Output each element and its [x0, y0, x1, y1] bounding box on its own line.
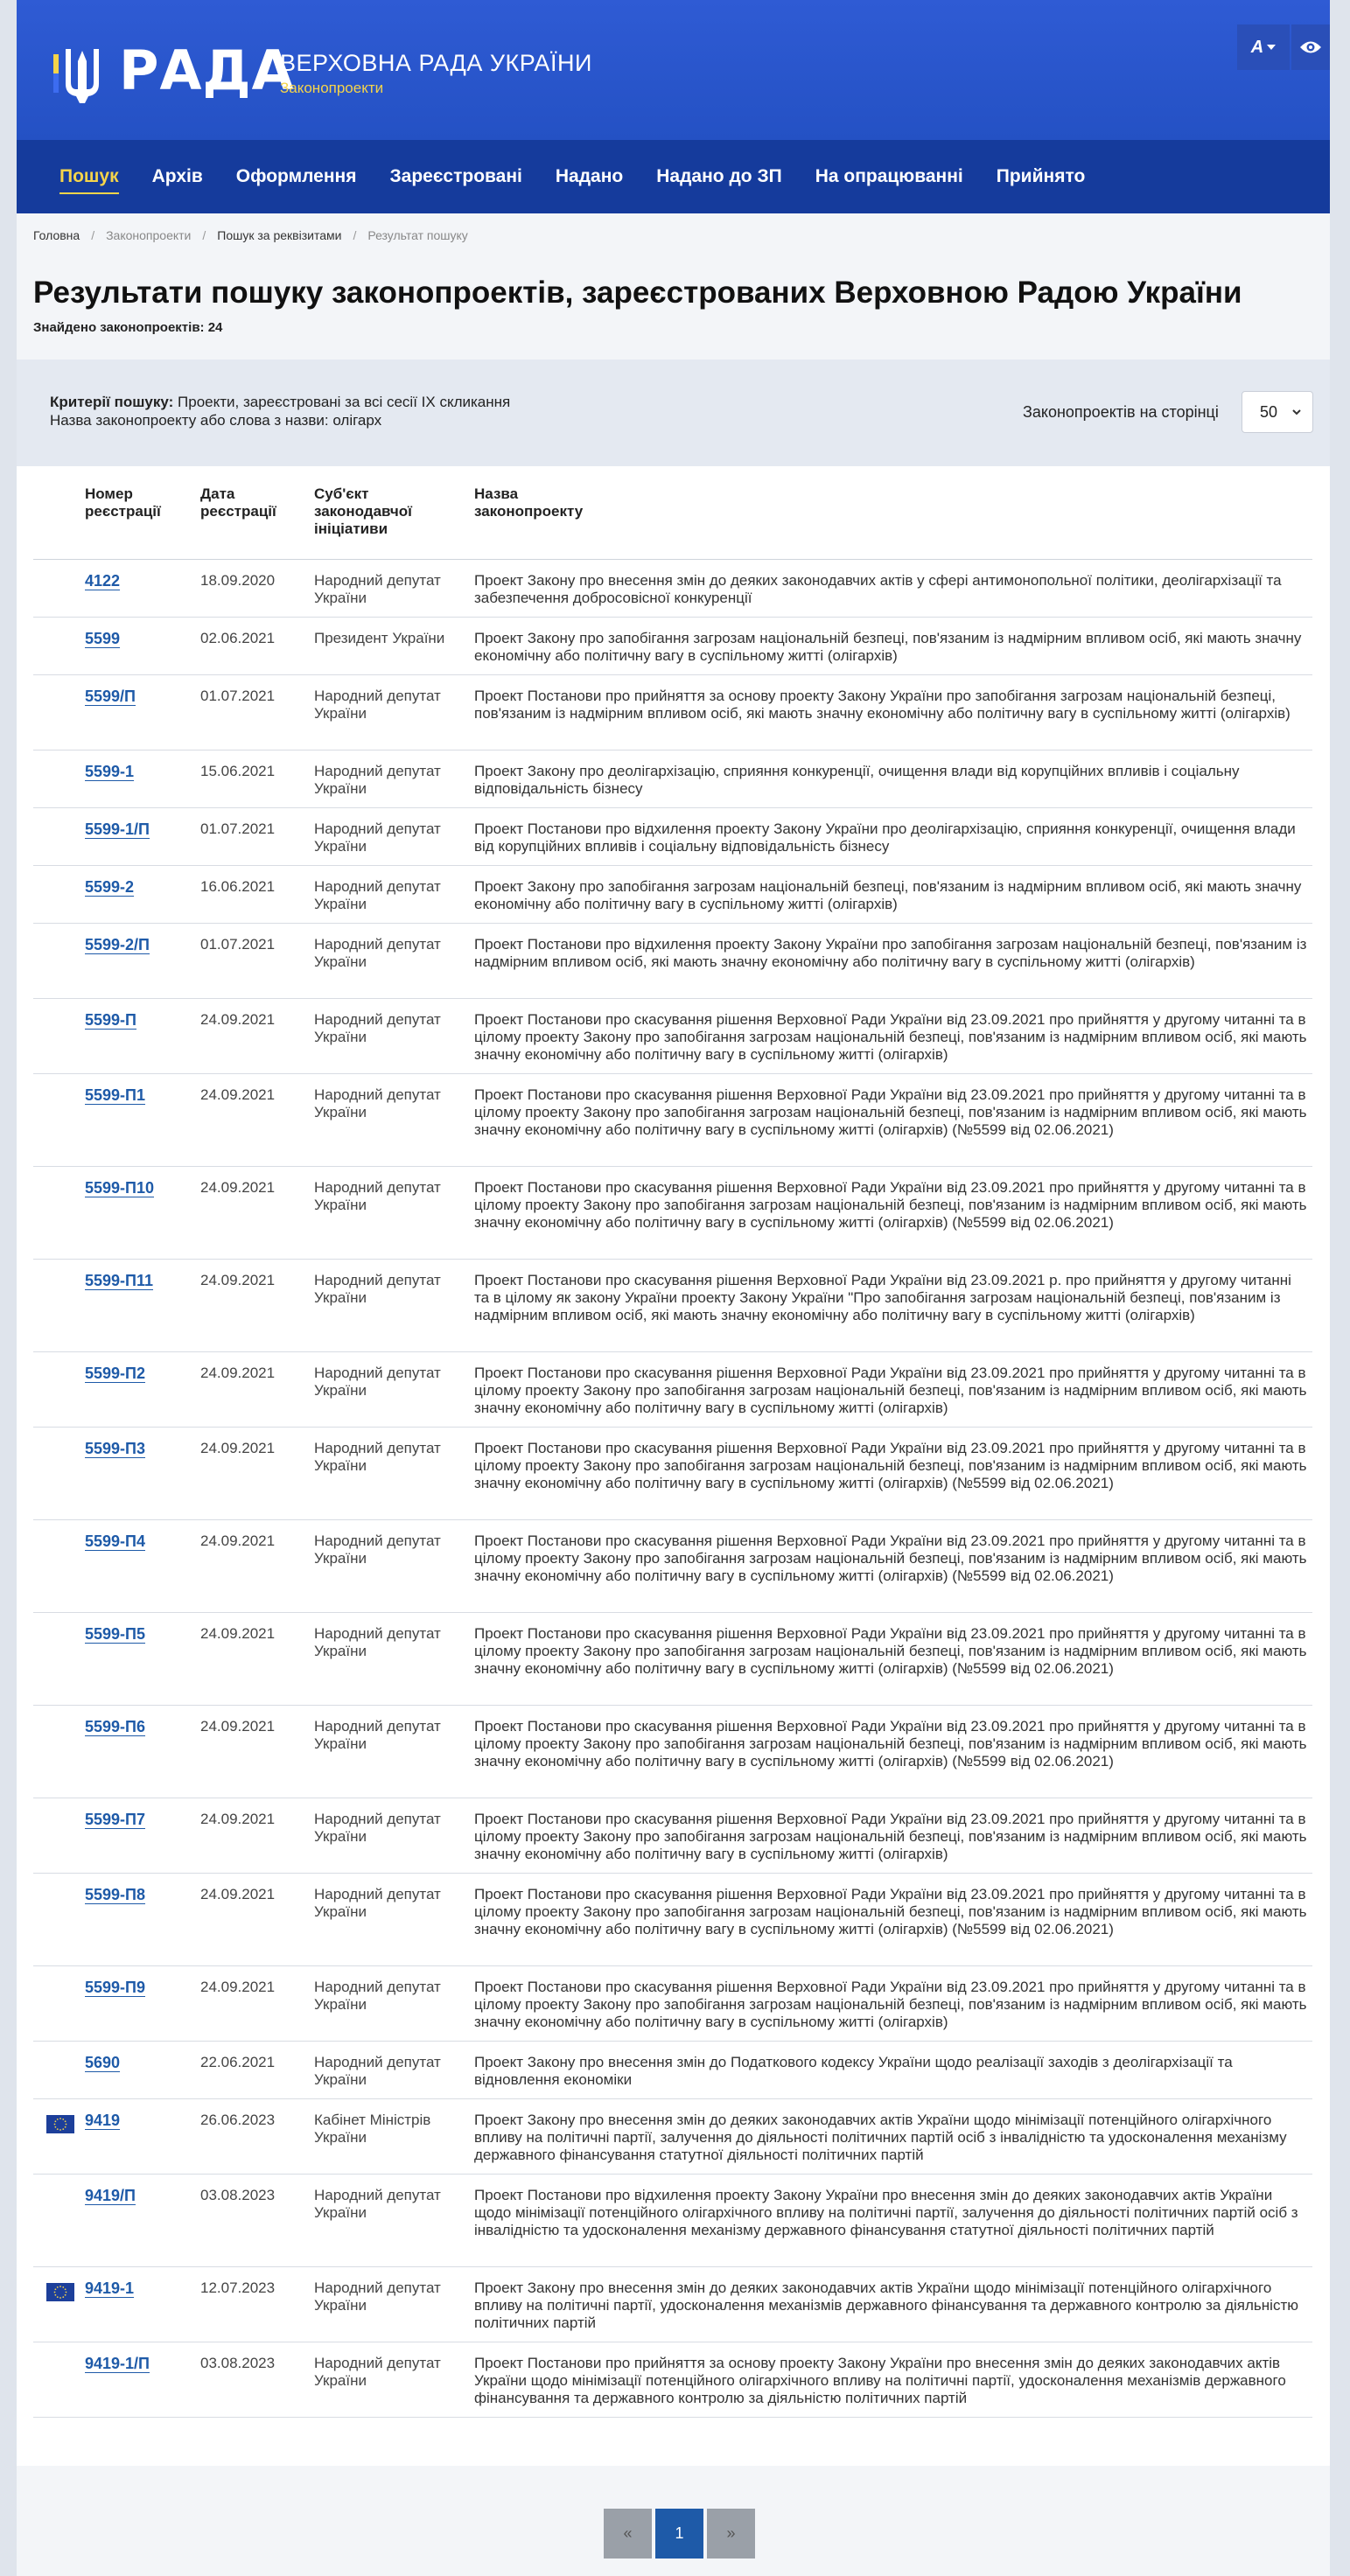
trident-icon [53, 45, 111, 108]
bill-date: 16.06.2021 [200, 878, 276, 895]
bill-initiator: Народний депутат України [314, 2355, 441, 2389]
bill-initiator: Народний депутат України [314, 2279, 441, 2314]
bill-initiator: Народний депутат України [314, 936, 441, 970]
pagination-next[interactable]: » [707, 2509, 755, 2559]
criteria-label: Критерії пошуку: [50, 394, 174, 410]
table-row [33, 1167, 1312, 1260]
breadcrumb-search[interactable]: Пошук за реквізитами [217, 228, 342, 242]
bill-date: 01.07.2021 [200, 820, 276, 837]
table-row [33, 618, 1312, 675]
bill-initiator: Народний депутат України [314, 1365, 441, 1399]
pagination-prev[interactable]: « [604, 2509, 652, 2559]
bill-initiator: Народний депутат України [314, 1886, 441, 1920]
bill-number-link[interactable]: 5599-П4 [85, 1532, 145, 1550]
bill-initiator: Народний депутат України [314, 1011, 441, 1045]
bill-title: Проект Закону про запобігання загрозам національній безпеці, пов'язаним із надмірним впливом осіб, які мають значну економічну або політичну вагу в суспільному житті (олігархів) [474, 878, 1302, 912]
bill-title: Проект Постанови про скасування рішення Верховної Ради України від 23.09.2021 про прийняття у другому читанні та в цілому проекту Закону про запобігання загрозам національній безпеці, пов'язаним із надмірним впливом осіб, які мають значну економічну або політичну вагу в суспільному житті (олігархів) [474, 1011, 1307, 1063]
chevron-down-icon [1291, 406, 1302, 418]
org-name: ВЕРХОВНА РАДА УКРАЇНИ [280, 50, 592, 76]
pagination [604, 2509, 759, 2559]
table-row [33, 1798, 1312, 1874]
per-page-value: 50 [1260, 402, 1278, 421]
bill-number-link[interactable]: 5599-П1 [85, 1086, 145, 1104]
table-row [33, 675, 1312, 750]
table-row [33, 1428, 1312, 1520]
bill-date: 24.09.2021 [200, 1179, 276, 1196]
bill-date: 24.09.2021 [200, 1365, 276, 1381]
bill-number-link[interactable]: 5599-П [85, 1011, 136, 1029]
table-row [33, 2175, 1312, 2267]
bill-date: 24.09.2021 [200, 1086, 276, 1103]
col-header-number [85, 485, 161, 520]
eu-flag-icon [46, 2283, 74, 2301]
pagination-page-1[interactable]: 1 [655, 2509, 703, 2559]
bill-initiator: Народний депутат України [314, 1979, 441, 2013]
bill-date: 24.09.2021 [200, 1440, 276, 1456]
section-name: Законопроекти [280, 80, 384, 96]
bill-initiator: Президент України [314, 630, 445, 646]
table-row [33, 1966, 1312, 2042]
bill-number-link[interactable]: 5599-2 [85, 878, 135, 896]
bill-date: 12.07.2023 [200, 2279, 276, 2296]
table-row [33, 1613, 1312, 1706]
bill-initiator: Народний депутат України [314, 1179, 441, 1213]
bill-initiator: Народний депутат України [314, 572, 441, 606]
bill-initiator: Народний депутат України [314, 1272, 441, 1306]
bill-date: 24.09.2021 [200, 1625, 276, 1642]
page [17, 0, 1330, 2576]
bill-title: Проект Закону про внесення змін до деяких законодавчих актів України щодо мінімізації потенційного олігархічного впливу на політичні партії, залучення до діяльності політичних партій осіб з інвалідністю та удосконалення механізму державного фінансування статутної діяльності політичних партій [474, 2112, 1287, 2163]
table-row [33, 808, 1312, 866]
table-row [33, 1706, 1312, 1798]
bill-number-link[interactable]: 5599-П11 [85, 1272, 154, 1289]
bill-date: 22.06.2021 [200, 2054, 276, 2070]
table-row [33, 999, 1312, 1074]
bill-initiator: Народний депутат України [314, 1086, 441, 1120]
bill-date: 24.09.2021 [200, 1718, 276, 1735]
table-row [33, 866, 1312, 924]
bill-number-link[interactable]: 5599-П2 [85, 1365, 145, 1382]
bill-initiator: Народний депутат України [314, 688, 441, 722]
breadcrumb-separator: / [91, 228, 95, 242]
table-row [33, 750, 1312, 808]
criteria-value: Проекти, зареєстровані за всі сесії IX скликання [178, 394, 511, 410]
bill-number-link[interactable]: 5690 [85, 2054, 121, 2071]
bill-date: 18.09.2020 [200, 572, 276, 589]
bill-number-link[interactable]: 5599-П6 [85, 1718, 145, 1735]
bill-number-link[interactable]: 5599-П7 [85, 1811, 145, 1828]
bill-number-link[interactable]: 5599-П5 [85, 1625, 145, 1643]
search-criteria-panel [17, 360, 1330, 466]
bill-title: Проект Постанови про скасування рішення Верховної Ради України від 23.09.2021 про прийняття у другому читанні та в цілому проекту Закону про запобігання загрозам національній безпеці, пов'язаним із надмірним впливом осіб, які мають значну економічну або політичну вагу в суспільному житті (олігархів) (№5599 від 02.06.2021) [474, 1179, 1307, 1231]
col-header-date [200, 485, 276, 520]
bill-initiator: Народний депутат України [314, 1811, 441, 1845]
bill-title: Проект Закону про внесення змін до деяких законодавчих актів України щодо мінімізації потенційного олігархічного впливу на політичні партії, удосконалення механізмів державного фінансування та державного контролю за діяльністю політичних партій [474, 2279, 1298, 2331]
bill-initiator: Народний депутат України [314, 820, 441, 855]
bill-date: 24.09.2021 [200, 1272, 276, 1288]
col-header-date-line1: Дата [200, 485, 235, 502]
bill-initiator: Народний депутат України [314, 1440, 441, 1474]
accessibility-button[interactable] [1291, 24, 1330, 70]
col-header-title [474, 485, 583, 520]
bill-date: 24.09.2021 [200, 1811, 276, 1827]
bill-title: Проект Постанови про відхилення проекту Закону України про внесення змін до деяких законодавчих актів України щодо мінімізації потенційного олігархічного впливу на політичні партії, залучення до діяльності політичних партій осіб з інвалідністю та удосконалення механізму державного фінансування статутної діяльності політичних партій [474, 2187, 1298, 2238]
col-header-subject-line1: Суб'єкт [314, 485, 369, 502]
table-row [33, 1874, 1312, 1966]
bill-date: 02.06.2021 [200, 630, 276, 646]
search-criteria [50, 393, 510, 429]
bill-number-link[interactable]: 9419-1/П [85, 2355, 150, 2372]
nav-item-search[interactable]: Пошук [43, 140, 136, 213]
eu-flag-icon [46, 2115, 74, 2133]
bill-initiator: Народний депутат України [314, 1625, 441, 1659]
bill-initiator: Народний депутат України [314, 1532, 441, 1567]
bill-title: Проект Постанови про скасування рішення Верховної Ради України від 23.09.2021 про прийняття у другому читанні та в цілому проекту Закону про запобігання загрозам національній безпеці, пов'язаним із надмірним впливом осіб, які мають значну економічну або політичну вагу в суспільному житті (олігархів) (№5599 від 02.06.2021) [474, 1886, 1307, 1937]
bill-title: Проект Постанови про скасування рішення Верховної Ради України від 23.09.2021 про прийняття у другому читанні та в цілому проекту Закону про запобігання загрозам національній безпеці, пов'язаним із надмірним впливом осіб, які мають значну економічну або політичну вагу в суспільному житті (олігархів) [474, 1979, 1307, 2030]
bill-title: Проект Закону про внесення змін до Податкового кодексу України щодо реалізації заходів з деолігархізації та відновлення економіки [474, 2054, 1233, 2088]
bill-date: 01.07.2021 [200, 936, 276, 953]
bill-number-link[interactable]: 9419/П [85, 2187, 136, 2204]
bill-initiator: Народний депутат України [314, 2187, 441, 2221]
bill-title: Проект Постанови про прийняття за основу проекту Закону України про запобігання загрозам національній безпеці, пов'язаним із надмірним впливом осіб, які мають значну економічну або політичну вагу в суспільному житті (олігархів) [474, 688, 1291, 722]
bill-number-link[interactable]: 5599-1/П [85, 820, 150, 838]
bill-number-link[interactable]: 5599 [85, 630, 121, 647]
breadcrumb-home[interactable]: Головна [33, 228, 80, 242]
bill-date: 24.09.2021 [200, 1532, 276, 1549]
site-header [17, 0, 1330, 140]
breadcrumb [33, 226, 468, 245]
bill-date: 24.09.2021 [200, 1979, 276, 1995]
criteria-keyword: Назва законопроекту або слова з назви: олігарх [50, 412, 382, 429]
bill-initiator: Народний депутат України [314, 878, 441, 912]
bill-title: Проект Постанови про скасування рішення Верховної Ради України від 23.09.2021 р. про прийняття у другому читанні та в цілому як закону України проекту Закону України "Про запобігання загрозам національній безпеці, пов'язаним із надмірним впливом осіб, які мають значну економічну або політичну вагу в суспільному житті (олігархів) [474, 1272, 1291, 1323]
bill-number-link[interactable]: 5599-1 [85, 763, 135, 780]
bill-number-link[interactable]: 5599-П9 [85, 1979, 145, 1996]
eye-icon [1299, 39, 1322, 55]
bill-date: 24.09.2021 [200, 1011, 276, 1028]
bill-number-link[interactable]: 9419-1 [85, 2279, 135, 2297]
table-row [33, 2099, 1312, 2175]
col-header-number-line1: Номер [85, 485, 133, 502]
logo-wordmark[interactable]: РАДА [119, 38, 295, 102]
bill-date: 03.08.2023 [200, 2187, 276, 2203]
results-table [17, 466, 1330, 2466]
col-header-number-line2: реєстрації [85, 503, 161, 520]
bill-number-link[interactable]: 5599-П10 [85, 1179, 154, 1197]
table-row [33, 1520, 1312, 1613]
bill-title: Проект Постанови про скасування рішення Верховної Ради України від 23.09.2021 про прийняття у другому читанні та в цілому проекту Закону про запобігання загрозам національній безпеці, пов'язаним із надмірним впливом осіб, які мають значну економічну або політичну вагу в суспільному житті (олігархів) [474, 1811, 1307, 1862]
bill-title: Проект Постанови про скасування рішення Верховної Ради України від 23.09.2021 про прийняття у другому читанні та в цілому проекту Закону про запобігання загрозам національній безпеці, пов'язаним із надмірним впливом осіб, які мають значну економічну або політичну вагу в суспільному житті (олігархів) [474, 1365, 1307, 1416]
bill-number-link[interactable]: 5599-2/П [85, 936, 150, 953]
per-page-label: Законопроектів на сторінці [1023, 403, 1219, 421]
bill-title: Проект Постанови про скасування рішення Верховної Ради України від 23.09.2021 про прийняття у другому читанні та в цілому проекту Закону про запобігання загрозам національній безпеці, пов'язаним із надмірним впливом осіб, які мають значну економічну або політичну вагу в суспільному житті (олігархів) (№5599 від 02.06.2021) [474, 1625, 1307, 1677]
nav-item-in-work[interactable]: На опрацюванні [815, 166, 963, 186]
bill-date: 24.09.2021 [200, 1886, 276, 1902]
bill-number-link[interactable]: 5599/П [85, 688, 136, 705]
nav-item-processing[interactable]: Оформлення [235, 166, 357, 186]
nav-item-adopted[interactable]: Прийнято [996, 166, 1086, 186]
bill-number-link[interactable]: 9419 [85, 2112, 121, 2129]
bill-number-link[interactable]: 5599-П8 [85, 1886, 145, 1903]
caret-down-icon [1267, 45, 1276, 50]
breadcrumb-bills[interactable]: Законопроекти [106, 228, 192, 242]
nav-item-submitted-zp[interactable]: Надано до ЗП [656, 166, 782, 186]
bill-title: Проект Постанови про скасування рішення Верховної Ради України від 23.09.2021 про прийняття у другому читанні та в цілому проекту Закону про запобігання загрозам національній безпеці, пов'язаним із надмірним впливом осіб, які мають значну економічну або політичну вагу в суспільному житті (олігархів) (№5599 від 02.06.2021) [474, 1086, 1307, 1138]
col-header-subject-line3: ініціативи [314, 520, 388, 537]
breadcrumb-separator: / [202, 228, 206, 242]
table-row [33, 2342, 1312, 2418]
bill-initiator: Кабінет Міністрів України [314, 2112, 431, 2146]
bill-title: Проект Закону про деолігархізацію, сприяння конкуренції, очищення влади від корупційних впливів і соціальну відповідальність бізнесу [474, 763, 1240, 797]
bill-date: 26.06.2023 [200, 2112, 276, 2128]
results-count: Знайдено законопроектів: 24 [33, 320, 223, 335]
table-row [33, 1074, 1312, 1167]
page-title: Результати пошуку законопроектів, зареєстрованих Верховною Радою України [33, 276, 1242, 310]
table-row [33, 1260, 1312, 1352]
bill-date: 15.06.2021 [200, 763, 276, 779]
nav-item-archive[interactable]: Архів [151, 166, 203, 186]
font-size-button[interactable] [1237, 24, 1290, 70]
table-row [33, 924, 1312, 999]
per-page-select[interactable] [1242, 391, 1313, 433]
table-row [33, 2267, 1312, 2342]
bill-number-link[interactable]: 4122 [85, 572, 121, 590]
bill-number-link[interactable]: 5599-П3 [85, 1440, 145, 1457]
col-header-date-line2: реєстрації [200, 503, 276, 520]
font-size-label: A [1250, 37, 1264, 57]
breadcrumb-current: Результат пошуку [367, 228, 468, 242]
col-header-title-line1: Назва [474, 485, 519, 502]
bill-title: Проект Постанови про прийняття за основу проекту Закону України про внесення змін до деяких законодавчих актів України щодо мінімізації потенційного олігархічного впливу на політичні партії, удосконалення механізмів державного фінансування та державного контролю за діяльністю політичних партій [474, 2355, 1286, 2406]
bill-title: Проект Постанови про відхилення проекту Закону України про деолігархізацію, сприяння конкуренції, очищення влади від корупційних впливів і соціальну відповідальність бізнесу [474, 820, 1296, 855]
bill-initiator: Народний депутат України [314, 2054, 441, 2088]
nav-item-registered[interactable]: Зареєстровані [389, 166, 522, 186]
table-row [33, 2042, 1312, 2099]
bill-title: Проект Закону про внесення змін до деяких законодавчих актів у сфері антимонопольної політики, деолігархізації та забезпечення добросовісної конкуренції [474, 572, 1282, 606]
bill-title: Проект Постанови про скасування рішення Верховної Ради України від 23.09.2021 про прийняття у другому читанні та в цілому проекту Закону про запобігання загрозам національній безпеці, пов'язаним із надмірним впливом осіб, які мають значну економічну або політичну вагу в суспільному житті (олігархів) (№5599 від 02.06.2021) [474, 1440, 1307, 1491]
bill-date: 01.07.2021 [200, 688, 276, 704]
bill-title: Проект Постанови про скасування рішення Верховної Ради України від 23.09.2021 про прийняття у другому читанні та в цілому проекту Закону про запобігання загрозам національній безпеці, пов'язаним із надмірним впливом осіб, які мають значну економічну або політичну вагу в суспільному житті (олігархів) (№5599 від 02.06.2021) [474, 1532, 1307, 1584]
col-header-subject [314, 485, 412, 538]
nav-item-submitted[interactable]: Надано [555, 166, 624, 186]
bill-title: Проект Постанови про відхилення проекту Закону України про запобігання загрозам національній безпеці, пов'язаним із надмірним впливом осіб, які мають значну економічну або політичну вагу в суспільному житті (олігархів) [474, 936, 1307, 970]
table-row [33, 1352, 1312, 1428]
table-row [33, 560, 1312, 618]
bill-title: Проект Постанови про скасування рішення Верховної Ради України від 23.09.2021 про прийняття у другому читанні та в цілому проекту Закону про запобігання загрозам національній безпеці, пов'язаним із надмірним впливом осіб, які мають значну економічну або політичну вагу в суспільному житті (олігархів) (№5599 від 02.06.2021) [474, 1718, 1307, 1770]
main-nav [17, 140, 1330, 213]
bill-title: Проект Закону про запобігання загрозам національній безпеці, пов'язаним із надмірним впливом осіб, які мають значну економічну або політичну вагу в суспільному житті (олігархів) [474, 630, 1302, 664]
bill-initiator: Народний депутат України [314, 763, 441, 797]
breadcrumb-separator: / [353, 228, 357, 242]
col-header-subject-line2: законодавчої [314, 503, 412, 520]
bill-date: 03.08.2023 [200, 2355, 276, 2371]
bill-initiator: Народний депутат України [314, 1718, 441, 1752]
col-header-title-line2: законопроекту [474, 503, 584, 520]
